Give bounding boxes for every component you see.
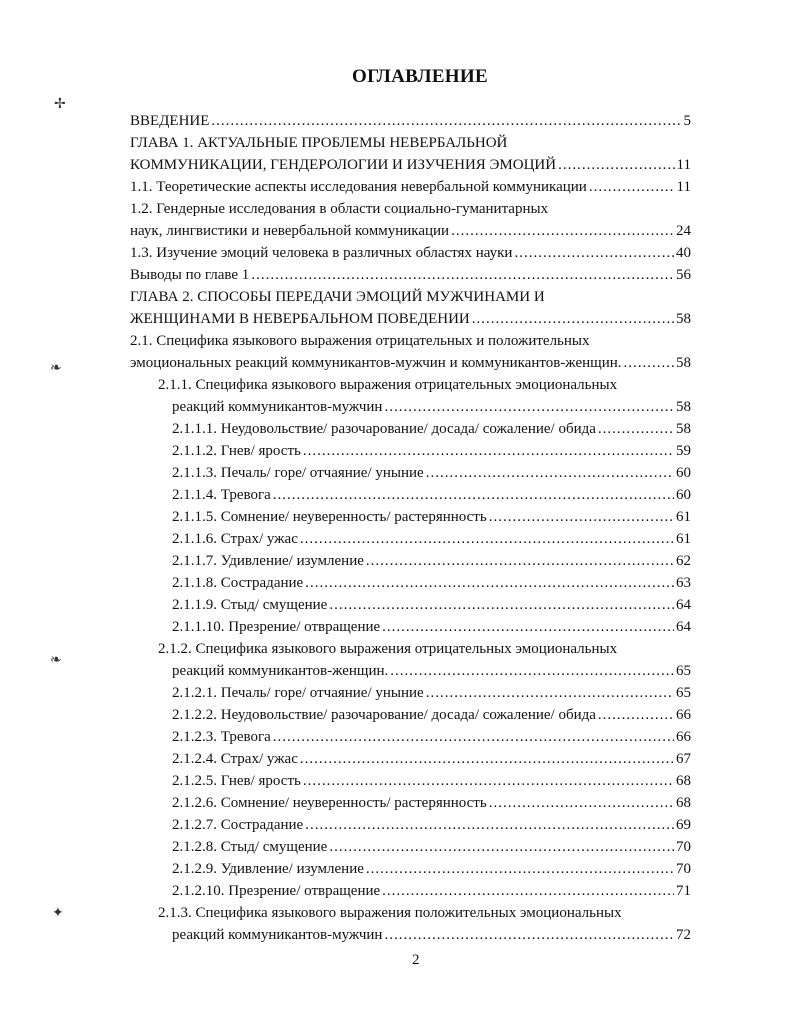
toc-entry-page: 61 — [676, 531, 691, 547]
toc-entry-title: реакций коммуникантов-женщин. — [172, 663, 389, 679]
toc-entry-page: 58 — [676, 421, 691, 437]
toc-entry-page: 70 — [676, 839, 691, 855]
dot-leader — [624, 352, 674, 374]
page-number: 2 — [412, 952, 420, 968]
toc-entry — [130, 836, 691, 858]
toc-entry-page: 65 — [676, 663, 691, 679]
scan-artifact-icon: ✦ — [52, 906, 64, 921]
toc-entry — [130, 462, 691, 484]
toc-entry-page: 59 — [676, 443, 691, 459]
dot-leader — [514, 242, 674, 264]
table-of-contents — [130, 110, 691, 946]
toc-entry — [130, 792, 691, 814]
toc-entry — [130, 330, 691, 352]
dot-leader — [273, 484, 674, 506]
scan-artifact-icon: ❧ — [50, 653, 62, 668]
toc-entry — [130, 154, 691, 176]
toc-entry-title: 2.1.2.2. Неудовольствие/ разочарование/ досада/ сожаление/ обида — [172, 707, 596, 723]
dot-leader — [390, 660, 674, 682]
dot-leader — [489, 792, 674, 814]
dot-leader — [300, 528, 674, 550]
toc-entry — [130, 704, 691, 726]
dot-leader — [273, 726, 674, 748]
toc-entry-page: 61 — [676, 509, 691, 525]
toc-entry — [130, 594, 691, 616]
toc-entry-title: эмоциональных реакций коммуникантов-мужчин и коммуникантов-женщин. — [130, 355, 622, 371]
toc-entry-title: 2.1.2.1. Печаль/ горе/ отчаяние/ уныние — [172, 685, 424, 701]
toc-entry — [130, 770, 691, 792]
toc-entry-title: ВВЕДЕНИЕ — [130, 113, 210, 129]
toc-entry — [130, 484, 691, 506]
toc-entry — [130, 286, 691, 308]
dot-leader — [305, 572, 674, 594]
toc-entry — [130, 660, 691, 682]
toc-entry — [130, 902, 691, 924]
toc-entry — [130, 418, 691, 440]
toc-entry-title: 1.3. Изучение эмоций человека в различных областях науки — [130, 245, 513, 261]
toc-entry-page: 63 — [676, 575, 691, 591]
toc-entry-page: 58 — [676, 399, 691, 415]
toc-entry-page: 24 — [676, 223, 691, 239]
toc-entry — [130, 264, 691, 286]
toc-entry-title: ЖЕНЩИНАМИ В НЕВЕРБАЛЬНОМ ПОВЕДЕНИИ — [130, 311, 470, 327]
toc-entry — [130, 132, 691, 154]
toc-entry — [130, 352, 691, 374]
scan-artifact-icon: ❧ — [50, 361, 62, 376]
toc-entry-title: 1.1. Теоретические аспекты исследования невербальной коммуникации — [130, 179, 587, 195]
toc-entry-title: 2.1.1.8. Сострадание — [172, 575, 304, 591]
toc-entry-title: реакций коммуникантов-мужчин — [172, 399, 383, 415]
dot-leader — [329, 836, 674, 858]
dot-leader — [382, 616, 674, 638]
toc-entry-page: 58 — [676, 311, 691, 327]
dot-leader — [251, 264, 674, 286]
toc-entry-page: 64 — [676, 597, 691, 613]
dot-leader — [489, 506, 674, 528]
toc-entry-title: 2.1.2.10. Презрение/ отвращение — [172, 883, 381, 899]
toc-entry-title: 2.1.2.7. Сострадание — [172, 817, 304, 833]
toc-entry — [130, 638, 691, 660]
toc-entry-title: 2.1.2.6. Сомнение/ неуверенность/ растерянность — [172, 795, 487, 811]
toc-entry-page: 60 — [676, 465, 691, 481]
toc-entry-title: реакций коммуникантов-мужчин — [172, 927, 383, 943]
toc-entry-title: 2.1.2.8. Стыд/ смущение — [172, 839, 328, 855]
toc-entry-title: ГЛАВА 1. АКТУАЛЬНЫЕ ПРОБЛЕМЫ НЕВЕРБАЛЬНОЙ — [130, 135, 508, 151]
dot-leader — [598, 418, 674, 440]
toc-entry — [130, 682, 691, 704]
toc-entry-title: 1.2. Гендерные исследования в области социально-гуманитарных — [130, 201, 549, 217]
toc-entry — [130, 198, 691, 220]
toc-entry-title: 2.1.2. Специфика языкового выражения отрицательных эмоциональных — [158, 641, 618, 657]
toc-entry-title: 2.1.2.5. Гнев/ ярость — [172, 773, 301, 789]
toc-entry-page: 68 — [676, 773, 691, 789]
toc-entry — [130, 242, 691, 264]
toc-entry — [130, 308, 691, 330]
toc-entry-title: Выводы по главе 1 — [130, 267, 250, 283]
toc-entry-title: 2.1.1.10. Презрение/ отвращение — [172, 619, 381, 635]
dot-leader — [382, 880, 674, 902]
toc-entry — [130, 814, 691, 836]
toc-entry — [130, 748, 691, 770]
toc-entry-page: 70 — [676, 861, 691, 877]
toc-entry-page: 71 — [676, 883, 691, 899]
toc-entry-page: 68 — [676, 795, 691, 811]
dot-leader — [384, 396, 674, 418]
toc-entry-page: 66 — [676, 707, 691, 723]
dot-leader — [589, 176, 675, 198]
toc-entry-page: 69 — [676, 817, 691, 833]
toc-entry-title: 2.1. Специфика языкового выражения отрицательных и положительных — [130, 333, 590, 349]
dot-leader — [366, 550, 674, 572]
toc-entry-page: 58 — [676, 355, 691, 371]
toc-entry — [130, 528, 691, 550]
toc-entry-title: 2.1.3. Специфика языкового выражения положительных эмоциональных — [158, 905, 622, 921]
toc-entry-page: 66 — [676, 729, 691, 745]
toc-entry-title: 2.1.1.9. Стыд/ смущение — [172, 597, 328, 613]
dot-leader — [329, 594, 674, 616]
dot-leader — [366, 858, 674, 880]
toc-entry-title: 2.1.2.3. Тревога — [172, 729, 271, 745]
toc-entry — [130, 726, 691, 748]
toc-entry-page: 72 — [676, 927, 691, 943]
toc-entry — [130, 924, 691, 946]
toc-entry-title: 2.1.1.7. Удивление/ изумление — [172, 553, 364, 569]
toc-entry-page: 5 — [683, 113, 691, 129]
toc-entry-title: КОММУНИКАЦИИ, ГЕНДЕРОЛОГИИ И ИЗУЧЕНИЯ ЭМОЦИЙ — [130, 157, 557, 173]
toc-entry — [130, 110, 691, 132]
toc-entry — [130, 506, 691, 528]
toc-entry-title: наук, лингвистики и невербальной коммуникации — [130, 223, 450, 239]
dot-leader — [426, 462, 674, 484]
page-title: ОГЛАВЛЕНИЕ — [352, 66, 488, 87]
dot-leader — [598, 704, 674, 726]
toc-entry-title: ГЛАВА 2. СПОСОБЫ ПЕРЕДАЧИ ЭМОЦИЙ МУЖЧИНАМИ И — [130, 289, 545, 305]
toc-entry — [130, 220, 691, 242]
dot-leader — [303, 770, 674, 792]
toc-entry-title: 2.1.1.4. Тревога — [172, 487, 271, 503]
toc-entry-page: 62 — [676, 553, 691, 569]
toc-entry — [130, 572, 691, 594]
toc-entry — [130, 616, 691, 638]
dot-leader — [303, 440, 674, 462]
toc-entry — [130, 550, 691, 572]
dot-leader — [305, 814, 674, 836]
toc-entry — [130, 396, 691, 418]
toc-entry — [130, 858, 691, 880]
toc-entry-page: 11 — [676, 179, 691, 195]
dot-leader — [300, 748, 674, 770]
toc-entry-page: 11 — [676, 157, 691, 173]
toc-entry-page: 60 — [676, 487, 691, 503]
dot-leader — [472, 308, 674, 330]
dot-leader — [451, 220, 674, 242]
toc-entry-page: 67 — [676, 751, 691, 767]
toc-entry-title: 2.1.2.9. Удивление/ изумление — [172, 861, 364, 877]
toc-entry-page: 65 — [676, 685, 691, 701]
toc-entry — [130, 176, 691, 198]
toc-entry-title: 2.1.1.6. Страх/ ужас — [172, 531, 298, 547]
toc-entry-page: 64 — [676, 619, 691, 635]
toc-entry-title: 2.1.1.3. Печаль/ горе/ отчаяние/ уныние — [172, 465, 424, 481]
toc-entry-page: 56 — [676, 267, 691, 283]
toc-entry-title: 2.1.1.2. Гнев/ ярость — [172, 443, 301, 459]
dot-leader — [211, 110, 681, 132]
scan-artifact-icon: ✢ — [54, 97, 66, 112]
toc-entry-title: 2.1.1. Специфика языкового выражения отрицательных эмоциональных — [158, 377, 618, 393]
dot-leader — [426, 682, 674, 704]
toc-entry-title: 2.1.1.5. Сомнение/ неуверенность/ растерянность — [172, 509, 487, 525]
dot-leader — [384, 924, 674, 946]
toc-entry-page: 40 — [676, 245, 691, 261]
dot-leader — [558, 154, 674, 176]
toc-entry — [130, 880, 691, 902]
toc-entry-title: 2.1.2.4. Страх/ ужас — [172, 751, 298, 767]
toc-entry — [130, 374, 691, 396]
toc-entry-title: 2.1.1.1. Неудовольствие/ разочарование/ досада/ сожаление/ обида — [172, 421, 596, 437]
toc-entry — [130, 440, 691, 462]
